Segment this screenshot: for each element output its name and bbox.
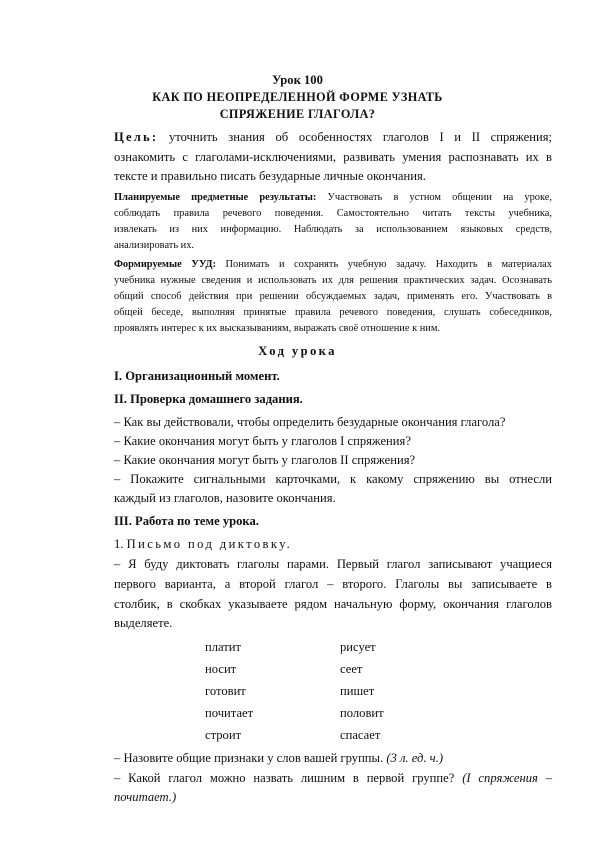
question-3: – Какие окончания могут быть у глаголов II спряжения? bbox=[114, 453, 416, 467]
verb-right-3: пишет bbox=[340, 684, 375, 698]
question-4-line1: – Покажите сигнальными карточками, к какому спряжению вы отнесли bbox=[114, 472, 552, 486]
dictation-line2: первого варианта, а второй глагол – второго. Глаголы вы записываете в bbox=[114, 577, 552, 591]
lesson-title-line2: СПРЯЖЕНИЕ ГЛАГОЛА? bbox=[219, 107, 376, 121]
tail-question-2: – Какой глагол можно назвать лишним в первой группе? (I спряжения – bbox=[114, 771, 552, 785]
goal-line2: ознакомить с глаголами-исключениями, развивать умения распознавать их в bbox=[114, 150, 552, 164]
tail-question-1: – Назовите общие признаки у слов вашей группы. (3 л. ед. ч.) bbox=[114, 751, 444, 765]
goal-line3: тексте и правильно писать безударные личные окончания. bbox=[114, 169, 426, 183]
dictation-line1: – Я буду диктовать глаголы парами. Первый глагол записывают учащиеся bbox=[114, 557, 552, 571]
uud-line3: общий способ действия при решении обсуждаемых задач, применять его. Участвовать в bbox=[114, 291, 552, 302]
lesson-number: Урок 100 bbox=[272, 73, 323, 87]
planned-line2: соблюдать правила речевого поведения. Самостоятельно читать тексты учебника, bbox=[114, 208, 552, 219]
uud-line5: проявлять интерес к их высказываниям, выражать своё отношение к ним. bbox=[114, 323, 441, 334]
question-1: – Как вы действовали, чтобы определить безударные окончания глагола? bbox=[114, 415, 506, 429]
goal-label: Цель: bbox=[114, 130, 159, 144]
uud-line2: учебника нужные сведения и использовать их для решения практических задач. Осознавать bbox=[114, 275, 552, 286]
verb-right-5: спасает bbox=[340, 728, 381, 742]
verb-left-5: строит bbox=[205, 728, 242, 742]
question-4-line2: каждый из глаголов, назовите окончания. bbox=[114, 491, 336, 505]
planned-line3: извлекать из них информацию. Наблюдать за использованием языковых средств, bbox=[114, 224, 552, 235]
course-title: Ход урока bbox=[258, 344, 337, 358]
verb-right-1: рисует bbox=[340, 640, 376, 654]
verb-right-2: сеет bbox=[340, 662, 363, 676]
uud-line4: общей беседе, выполняя принятые правила речевого поведения, слушать собеседников, bbox=[114, 307, 552, 318]
question-2: – Какие окончания могут быть у глаголов I спряжения? bbox=[114, 434, 411, 448]
subsection-1: 1. Письмо под диктовку. bbox=[114, 537, 293, 551]
section-1: I. Организационный момент. bbox=[114, 369, 280, 383]
verb-left-4: почитает bbox=[205, 706, 254, 720]
dictation-line4: выделяете. bbox=[114, 616, 173, 630]
uud-line1: Формируемые УУД: Понимать и сохранять учебную задачу. Находить в материалах bbox=[114, 259, 552, 270]
planned-line4: анализировать их. bbox=[114, 240, 195, 251]
planned-label: Планируемые предметные результаты: bbox=[114, 192, 317, 203]
verb-left-3: готовит bbox=[205, 684, 246, 698]
lesson-title-line1: КАК ПО НЕОПРЕДЕЛЕННОЙ ФОРМЕ УЗНАТЬ bbox=[152, 90, 443, 104]
tail-answer-1: (3 л. ед. ч.) bbox=[386, 751, 444, 765]
uud-label: Формируемые УУД: bbox=[114, 259, 217, 270]
section-2: II. Проверка домашнего задания. bbox=[114, 392, 303, 406]
tail-answer-2: (I спряжения – bbox=[462, 771, 552, 785]
verb-left-1: платит bbox=[205, 640, 242, 654]
section-3: III. Работа по теме урока. bbox=[114, 514, 259, 528]
verb-left-2: носит bbox=[205, 662, 237, 676]
goal-line1: Цель: уточнить знания об особенностях глаголов I и II спряжения; bbox=[114, 130, 552, 144]
tail-answer-2-cont: почитает.) bbox=[114, 790, 177, 804]
dictation-line3: столбик, в скобках указываете рядом начальную форму, окончания глаголов bbox=[114, 597, 552, 611]
verb-right-4: половит bbox=[340, 706, 384, 720]
planned-line1: Планируемые предметные результаты: Участвовать в устном общении на уроке, bbox=[114, 192, 552, 203]
